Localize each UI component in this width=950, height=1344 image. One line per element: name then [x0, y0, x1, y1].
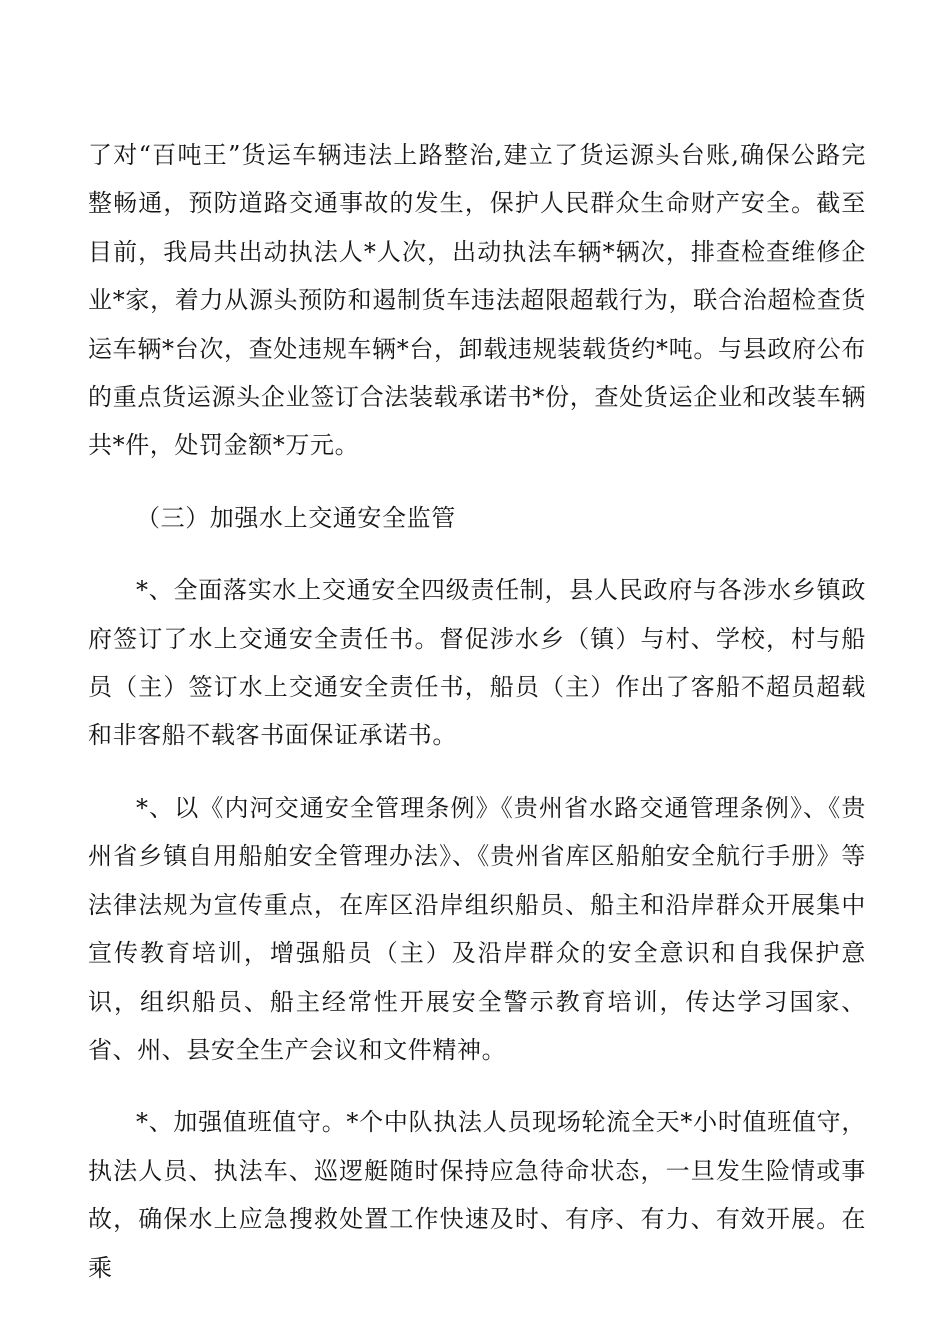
section-heading-3: （三）加强水上交通安全监管	[136, 503, 456, 532]
paragraph-publicity: *、以《内河交通安全管理条例》《贵州省水路交通管理条例》、《贵州省乡镇自用船舶安全管理办法》、《贵州省库区船舶安全航行手册》等法律法规为宣传重点，在库区沿岸组织船员、船主和沿岸群众开展集中宣传教育培训，增强船员（主）及沿岸群众的安全意识和自我保护意识，组织船员、船主经常性开展安全警示教育培训，传达学习国家、省、州、县安全生产会议和文件精神。	[88, 793, 866, 1064]
document-body	[88, 131, 866, 1292]
paragraph-duty: *、加强值班值守。*个中队执法人员现场轮流全天*小时值班值守，执法人员、执法车、巡逻艇随时保持应急待命状态，一旦发生险情或事故，确保水上应急搜救处置工作快速及时、有序、有力、有效开展。在乘	[88, 1108, 866, 1282]
paragraph-continuation: 了对“百吨王”货运车辆违法上路整治,建立了货运源头台账,确保公路完整畅通，预防道路交通事故的发生，保护人民群众生命财产安全。截至目前，我局共出动执法人*人次，出动执法车辆*辆次，排查检查维修企业*家，着力从源头预防和遏制货车违法超限超载行为，联合治超检查货运车辆*台次，查处违规车辆*台，卸载违规装载货约*吨。与县政府公布的重点货运源头企业签订合法装载承诺书*份，查处货运企业和改装车辆共*件，处罚金额*万元。	[88, 141, 866, 460]
paragraph-responsibility: *、全面落实水上交通安全四级责任制，县人民政府与各涉水乡镇政府签订了水上交通安全责任书。督促涉水乡（镇）与村、学校，村与船员（主）签订水上交通安全责任书，船员（主）作出了客船不超员超载和非客船不载客书面保证承诺书。	[88, 576, 866, 750]
